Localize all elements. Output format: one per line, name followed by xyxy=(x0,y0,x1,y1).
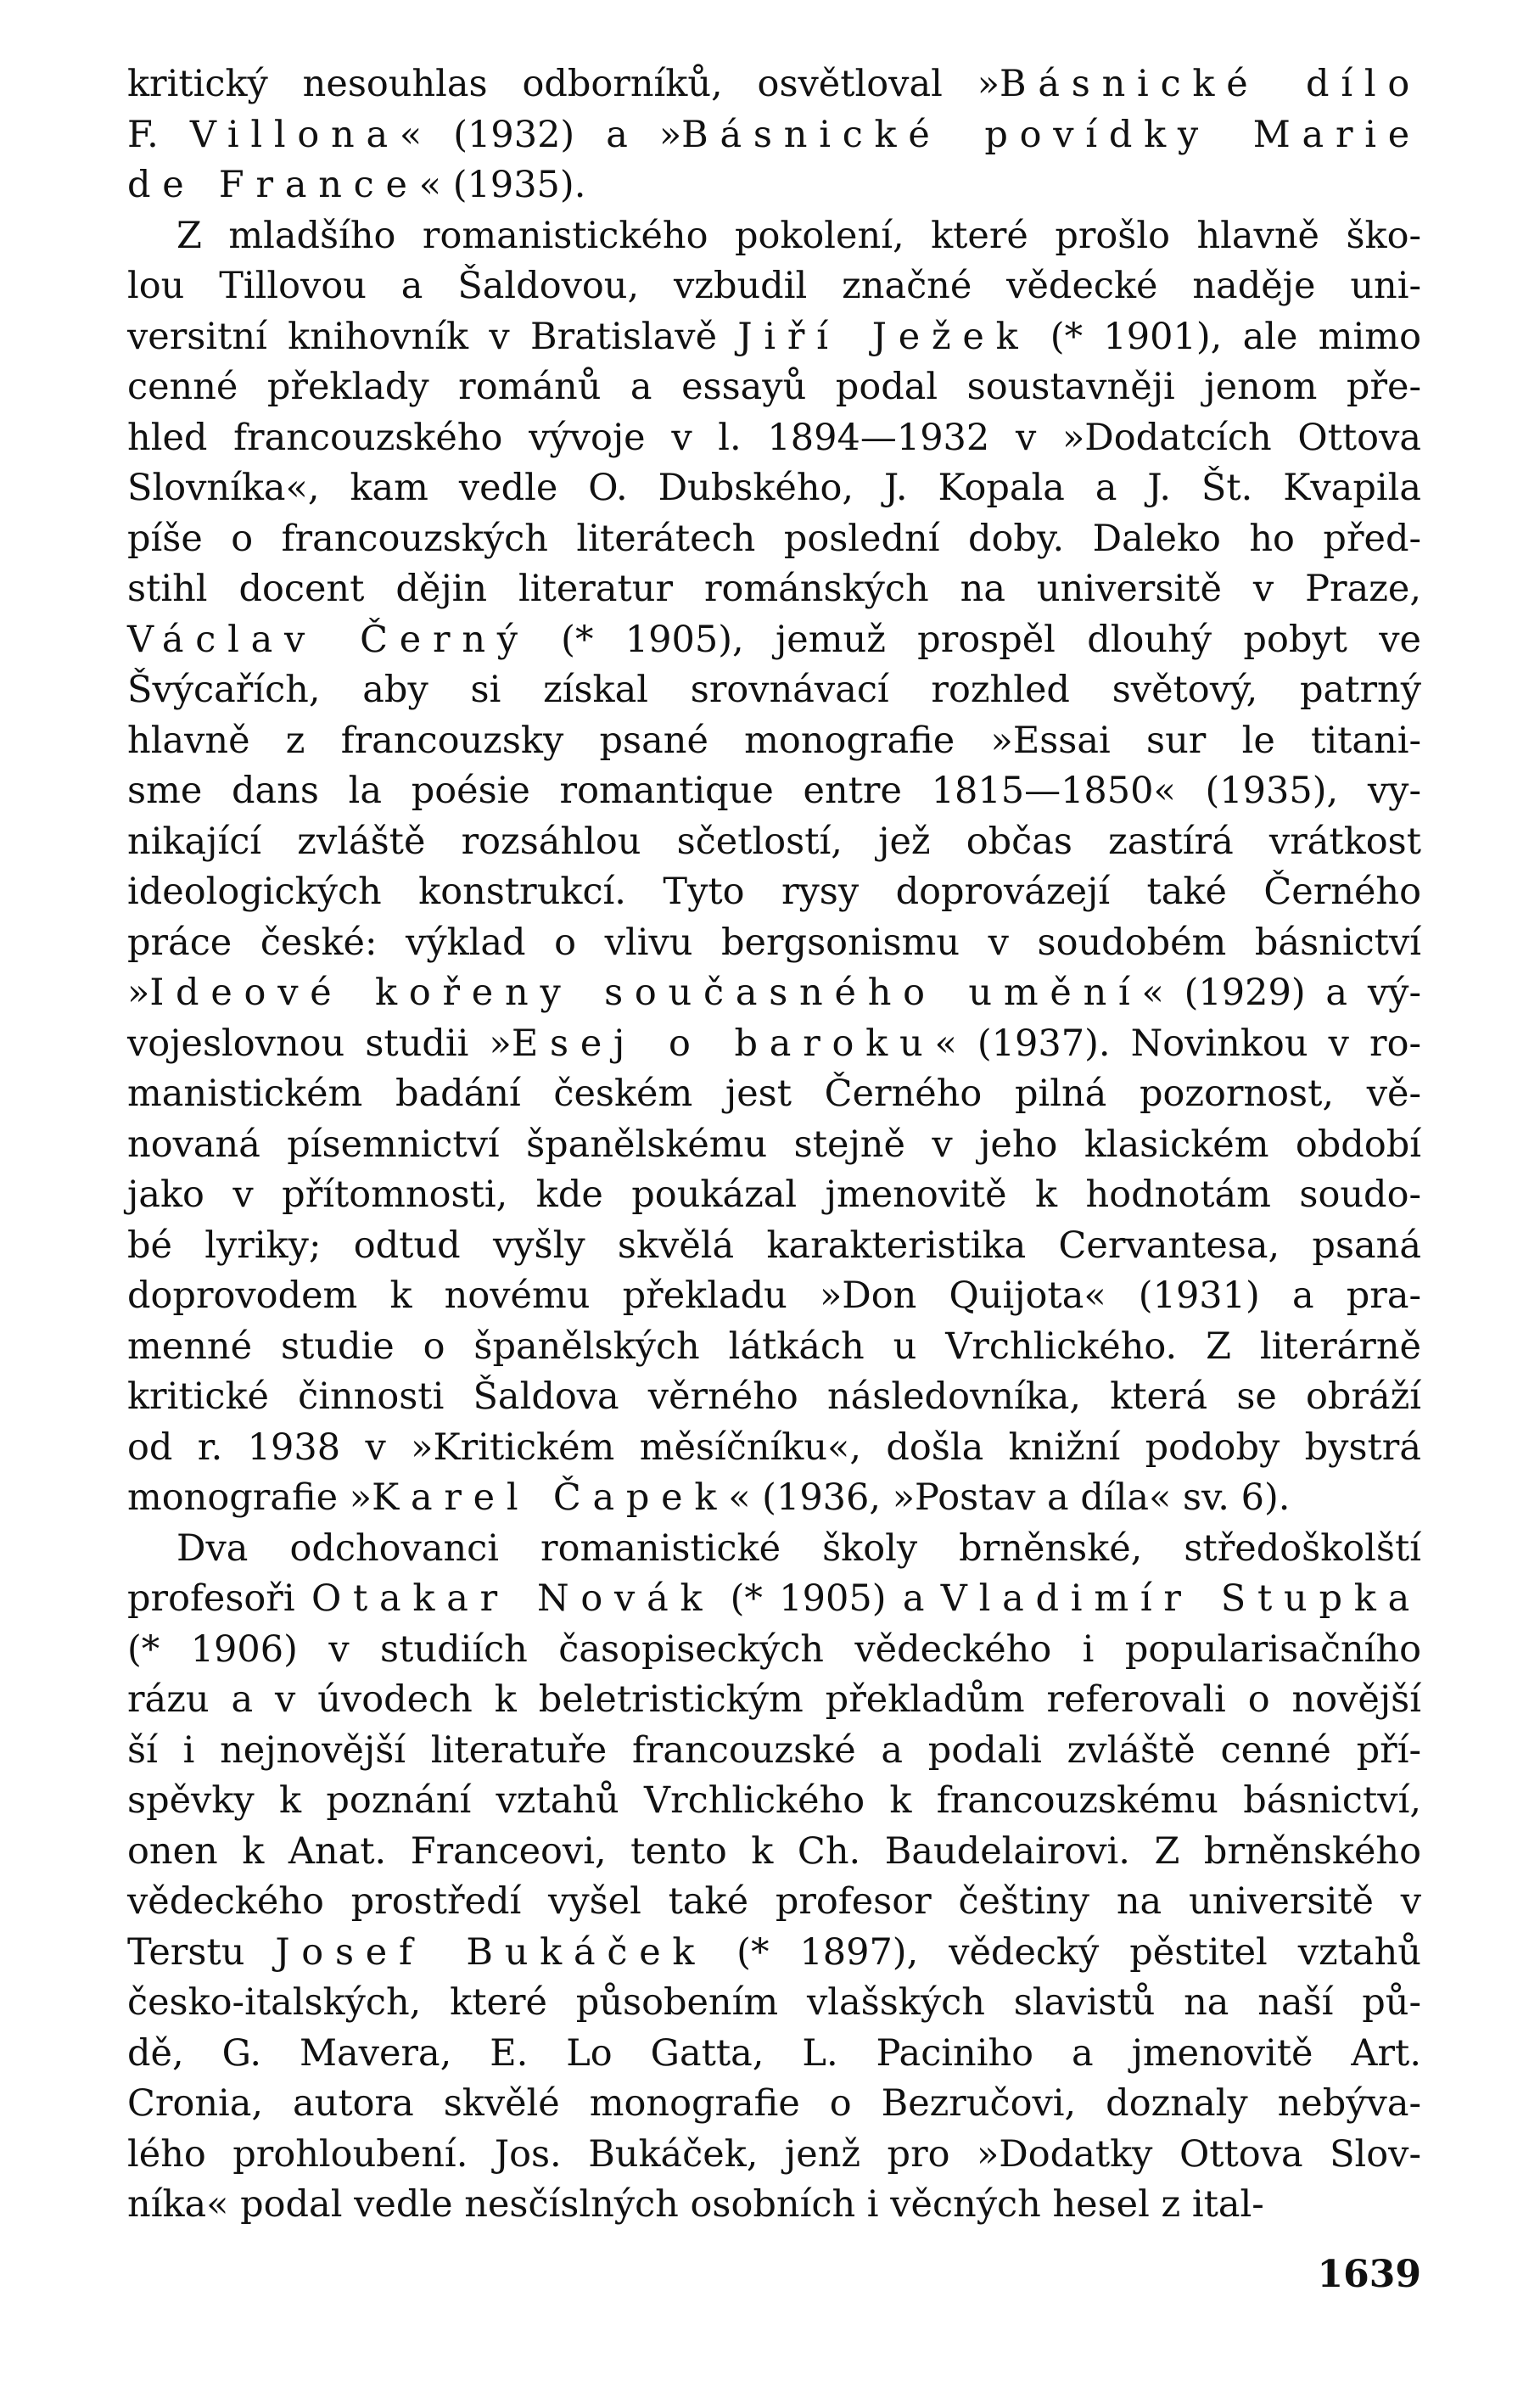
text-line: hlavně z francouzsky psané monografie »Essai sur le titani- xyxy=(127,719,1421,762)
text-line: rázu a v úvodech k beletristickým překladům referovali o novější xyxy=(127,1678,1421,1721)
text-line: práce české: výklad o vlivu bergsonismu v soudobém básnictví xyxy=(127,921,1421,964)
text-line: píše o francouzských literátech poslední doby. Daleko ho před- xyxy=(127,517,1421,560)
text-line: versitní knihovník v Bratislavě Jiří Ježek (* 1901), ale mimo xyxy=(127,315,1421,358)
text-line: menné studie o španělských látkách u Vrchlického. Z literárně xyxy=(127,1325,1421,1368)
text-line: ší i nejnovější literatuře francouzské a podali zvláště cenné pří- xyxy=(127,1728,1421,1772)
text-line: od r. 1938 v »Kritickém měsíčníku«, došla knižní podoby bystrá xyxy=(127,1426,1421,1469)
text-line: profesoři Otakar Novák (* 1905) a Vladimír Stupka xyxy=(127,1577,1421,1620)
spaced-emphasis: Otakar Novák xyxy=(311,1577,714,1620)
spaced-emphasis: Básnické dílo xyxy=(1000,63,1421,105)
text-line: lou Tillovou a Šaldovou, vzbudil značné vědecké naděje uni- xyxy=(127,265,1421,307)
text-line: kritický nesouhlas odborníků, osvětloval »Básnické dílo xyxy=(127,63,1421,105)
page-number: 1639 xyxy=(1317,2253,1421,2296)
text-line: sme dans la poésie romantique entre 1815—1850« (1935), vy- xyxy=(127,770,1421,812)
text-line: F. Villona« (1932) a »Básnické povídky Marie xyxy=(127,113,1421,156)
text-line: novaná písemnictví španělskému stejně v jeho klasickém období xyxy=(127,1123,1421,1166)
text-line: kritické činnosti Šaldova věrného následovníka, která se obráží xyxy=(127,1375,1421,1418)
text-line: ideologických konstrukcí. Tyto rysy doprovázejí také Černého xyxy=(127,871,1421,913)
text-line: onen k Anat. Franceovi, tento k Ch. Baudelairovi. Z brněnského xyxy=(127,1829,1421,1873)
paragraph xyxy=(127,211,1421,1524)
text-line: dě, G. Mavera, E. Lo Gatta, L. Paciniho a jmenovitě Art. xyxy=(127,2031,1421,2075)
text-line: jako v přítomnosti, kde poukázal jmenovitě k hodnotám soudo- xyxy=(127,1173,1421,1216)
text-line: lého prohloubení. Jos. Bukáček, jenž pro »Dodatky Ottova Slov- xyxy=(127,2132,1421,2176)
spaced-emphasis: Josef Bukáček xyxy=(275,1930,707,1974)
spaced-emphasis: Vladimír Stupka xyxy=(940,1577,1421,1620)
paragraph xyxy=(127,59,1421,211)
text-line: vojeslovnou studii »Esej o baroku« (1937). Novinkou v ro- xyxy=(127,1022,1421,1065)
text-line: doprovodem k novému překladu »Don Quijota« (1931) a pra- xyxy=(127,1274,1421,1317)
text-line: vědeckého prostředí vyšel také profesor češtiny na universitě v xyxy=(127,1880,1421,1923)
text-line: monografie »Karel Čapek« (1936, »Postav a díla« sv. 6). xyxy=(127,1476,1291,1519)
text-line: níka« podal vedle nesčíslných osobních i věcných hesel z ital- xyxy=(127,2183,1264,2226)
spaced-emphasis: Jiří Ježek xyxy=(737,315,1030,358)
text-line: Terstu Josef Bukáček (* 1897), vědecký pěstitel vztahů xyxy=(127,1930,1421,1974)
text-line: hled francouzského vývoje v l. 1894—1932 v »Dodatcích Ottova xyxy=(127,416,1421,459)
spaced-emphasis: Básnické povídky Marie xyxy=(681,113,1421,156)
spaced-emphasis: Ideové kořeny současného umění xyxy=(149,972,1142,1014)
spaced-emphasis: Václav Černý xyxy=(127,618,529,661)
text-line: bé lyriky; odtud vyšly skvělá karakteristika Cervantesa, psaná xyxy=(127,1224,1421,1267)
paragraph xyxy=(127,1524,1421,2231)
spaced-emphasis: Karel Čapek xyxy=(372,1476,729,1519)
text-line: Švýcařích, aby si získal srovnávací rozhled světový, patrný xyxy=(127,669,1421,711)
text-line: Václav Černý (* 1905), jemuž prospěl dlouhý pobyt ve xyxy=(127,618,1421,661)
spaced-emphasis: de France xyxy=(127,164,419,206)
page-body xyxy=(127,59,1421,2231)
text-line: manistickém badání českém jest Černého pilná pozornost, vě- xyxy=(127,1073,1421,1115)
spaced-emphasis: Esej o baroku xyxy=(511,1022,935,1065)
text-line: cenné překlady románů a essayů podal soustavněji jenom pře- xyxy=(127,366,1421,408)
text-line: česko-italských, které působením vlašských slavistů na naší pů- xyxy=(127,1981,1421,2024)
text-line: Z mladšího romanistického pokolení, které prošlo hlavně ško- xyxy=(176,214,1421,257)
text-line: (* 1906) v studiích časopiseckých vědeckého i popularisačního xyxy=(127,1627,1421,1671)
text-line: nikající zvláště rozsáhlou sčetlostí, jež občas zastírá vrátkost xyxy=(127,820,1421,863)
text-line: Cronia, autora skvělé monografie o Bezručovi, doznaly nebýva- xyxy=(127,2082,1421,2125)
text-line: spěvky k poznání vztahů Vrchlického k francouzskému básnictví, xyxy=(127,1779,1421,1822)
text-line: Dva odchovanci romanistické školy brněnské, středoškolští xyxy=(176,1526,1421,1570)
text-line: stihl docent dějin literatur románských na universitě v Praze, xyxy=(127,568,1421,610)
text-line: »Ideové kořeny současného umění« (1929) a vý- xyxy=(127,972,1421,1014)
text-line: de France« (1935). xyxy=(127,164,586,206)
spaced-emphasis: Villona xyxy=(189,113,400,156)
text-line: Slovníka«, kam vedle O. Dubského, J. Kopala a J. Št. Kvapila xyxy=(127,467,1421,509)
